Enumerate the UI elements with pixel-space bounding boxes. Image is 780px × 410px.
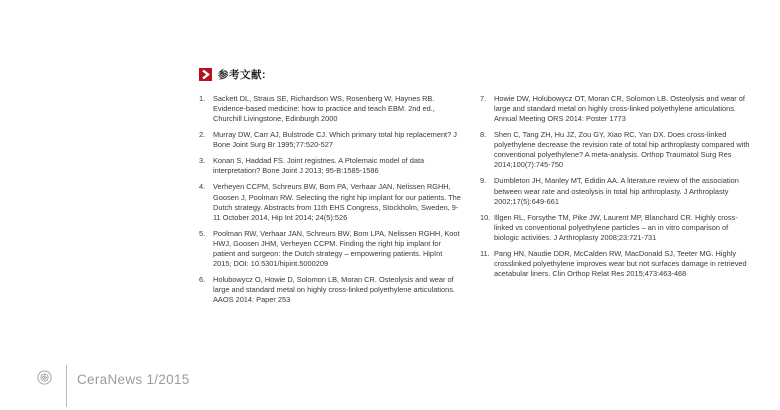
- reference-text: Sackett DL, Straus SE, Richardson WS, Rosenberg W, Haynes RB. Evidence-based medicine: how to practice and teach EBM. 2nd ed., Churchill Livingstone, Edinburgh 2000: [213, 94, 435, 124]
- reference-number: 6.: [199, 274, 206, 284]
- reference-number: 10.: [480, 212, 491, 222]
- references-column-left: [199, 94, 462, 305]
- reference-item: [480, 213, 755, 243]
- emblem-logo: [37, 370, 52, 385]
- reference-number: 2.: [199, 130, 206, 140]
- section-title: 参考文献:: [218, 69, 266, 81]
- reference-number: 4.: [199, 182, 206, 192]
- reference-item: [199, 182, 462, 222]
- section-header: [199, 67, 755, 82]
- reference-number: 7.: [480, 94, 487, 103]
- reference-item: [199, 229, 462, 269]
- references-section: [199, 67, 755, 305]
- reference-item: [199, 156, 462, 176]
- reference-number: 1.: [199, 94, 206, 103]
- footer-divider: [66, 365, 67, 407]
- reference-item: [199, 130, 462, 150]
- reference-item: [199, 94, 462, 124]
- reference-text: Shen C, Tang ZH, Hu JZ, Zou GY, Xiao RC, Yan DX. Does cross-linked polyethylene decrease the revision rate of total hip arthroplasty compared with conventional polyethylene? A meta-analysis. Orthop Traumatol Surg Res 2014;100(7):745-750: [494, 130, 750, 170]
- reference-item: [199, 275, 462, 305]
- reference-item: [480, 176, 755, 206]
- reference-item: [480, 130, 755, 170]
- reference-text: Poolman RW, Verhaar JAN, Schreurs BW, Bom LPA, Nelissen RGHH, Koot HWJ, Goosen JHM, Verheyen CCPM. Finding the right hip implant for patient and surgeon: the Dutch strategy – empowering patients. HipInt 2015; DOI: 10.5301/hipint.5000209: [213, 228, 460, 268]
- reference-text: Verheyen CCPM, Schreurs BW, Born PA, Verhaar JAN, Nelissen RGHH, Goosen J, Poolman RW. Selecting the right hip implant for our patients. The Dutch strategy. Abstracts from 11th EHS Congress, Stockholm, Sweden, 9-11 October 2014, Hip Int 2014; 24(5):526: [213, 182, 461, 222]
- reference-item: [480, 249, 755, 279]
- page-footer: [0, 365, 780, 410]
- reference-text: Murray DW, Carr AJ, Bulstrode CJ. Which primary total hip replacement? J Bone Joint Surg Br 1995;77:520-527: [213, 130, 457, 150]
- reference-number: 9.: [480, 176, 487, 186]
- reference-number: 5.: [199, 228, 206, 238]
- references-columns: [199, 94, 755, 305]
- reference-number: 8.: [480, 130, 487, 140]
- reference-text: Pang HN, Naudie DDR, McCalden RW, MacDonald SJ, Teeter MG. Highly crosslinked polyethylene improves wear but not surfaces damage in retrieved acetabular liners. Clin Orthop Relat Res 2015;473:463-468: [494, 248, 747, 278]
- references-column-right: [480, 94, 755, 305]
- chevron-right-icon: [199, 68, 212, 81]
- reference-text: Illgen RL, Forsythe TM, Pike JW, Laurent MP, Blanchard CR. Highly cross-linked vs conventional polyethylene particles – an in vitro comparison of biologic activities. J Arthroplasty 2008;23:721-731: [494, 212, 738, 242]
- reference-number: 3.: [199, 156, 206, 166]
- reference-text: Dumbleton JH, Manley MT, Edidin AA. A literature review of the association between wear rate and osteolysis in total hip arthroplasty. J Arthroplasty 2002;17(5):649-661: [494, 176, 739, 206]
- reference-number: 11.: [480, 248, 490, 258]
- reference-text: Konan S, Haddad FS. Joint registries. A Ptolemaic model of data interpretation? Bone Joint J 2013; 95-B:1585-1586: [213, 156, 425, 176]
- journal-issue-label: CeraNews 1/2015: [77, 372, 190, 387]
- reference-text: Howie DW, Holubowycz OT, Moran CR, Solomon LB. Osteolysis and wear of large and standard metal on highly cross-linked polyethylene articulations. Annual Meeting ORS 2014: Poster 1773: [494, 94, 745, 124]
- reference-text: Holubowycz O, Howie D, Solomon LB, Moran CR. Osteolysis and wear of large and standard metal on highly cross-linked polyethylene articulations. AAOS 2014: Paper 253: [213, 274, 455, 305]
- reference-item: [480, 94, 755, 124]
